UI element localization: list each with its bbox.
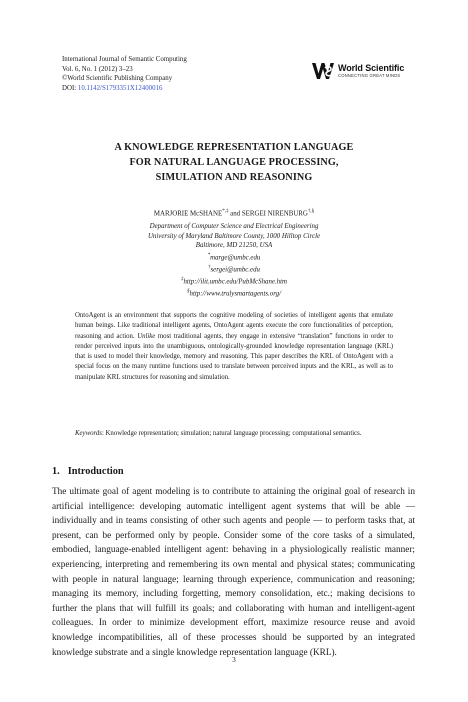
author-marks: *,‡ — [222, 209, 229, 214]
section-number: 1. — [52, 466, 60, 477]
title-line-3: SIMULATION AND REASONING — [155, 172, 313, 183]
body-paragraph: The ultimate goal of agent modeling is to contribute to attaining the original goal of research in artificial intelligence: developing automatic intelligent agent systems that will be able — individually and in teams consisting of other such agents and people — to perform tasks that, at present, can be performed only by people. Consider some of the core tasks of a simulated, embodied, language-enabled intelligent agent: behaving in a physiologically realistic manner; experiencing, interpreting and remembering its own mental and physical states; communicating with people in natural language; learning through experience, communication and reasoning; managing its memory, including forgetting, memory consolidation, etc.; making decisions to further the plans that will fulfill its goals; and collaborating with human and intelligent-agent colleagues. In order to minimize development effort, maximize resource reuse and avoid knowledge incompatibilities, all of these processes should be supported by an integrated knowledge substrate and a single knowledge representation language (KRL). — [52, 487, 415, 658]
url-link[interactable]: http://www.trulysmartagents.org/ — [189, 290, 281, 298]
publisher-name: World Scientific — [338, 63, 405, 73]
author-name: MARJORIE McSHANE — [153, 210, 223, 218]
keywords-paragraph — [75, 429, 393, 439]
author-email — [62, 263, 406, 275]
doi-link[interactable]: 10.1142/S1793351X12400016 — [77, 84, 163, 92]
journal-volume: Vol. 6, No. 1 (2012) 3–23 — [62, 65, 133, 73]
author-conjunction: and — [228, 210, 242, 218]
author-line — [62, 207, 406, 218]
footnote-mark: † — [207, 265, 211, 271]
world-scientific-logo-icon — [311, 60, 335, 82]
author-marks: †,§ — [307, 209, 315, 214]
abstract-text: OntoAgent is an environment that supports the cognitive modeling of societies of intelligent agents that emulate human beings. Like traditional intelligent agents, OntoAgent agents execute the core functionalities of perception, reasoning and action. — [75, 312, 393, 340]
email-link[interactable]: sergei@umbc.edu — [210, 266, 261, 274]
doi-label: DOI: — [62, 84, 78, 92]
affiliation-block — [62, 222, 406, 299]
url-link[interactable]: http://ilit.umbc.edu/PubMcShane.htm — [183, 278, 288, 286]
author-email — [62, 251, 406, 263]
section-title: Introduction — [67, 466, 124, 477]
journal-doi — [62, 84, 187, 94]
abstract-paragraph — [75, 311, 393, 383]
section-heading — [52, 466, 124, 477]
footnote-mark: § — [187, 289, 190, 295]
page-number: 3 — [232, 656, 236, 664]
abstract-emphasis: Unlike — [137, 332, 156, 340]
keywords-text: : Knowledge representation; simulation; natural language processing; computational semantics. — [101, 430, 362, 437]
abstract-text: most traditional agents, they engage in extensive “translation” functions in order to render perceived inputs into the unambiguous, ontologically-grounded knowledge representation language (KRL) that is used to model their knowledge, memory and reasoning. This paper describes the KRL of OntoAgent with a special focus on the many runtime functions used to translate between perceived inputs and the KRL, as well as to manipulate KRL structures for reasoning and simulation. — [75, 332, 393, 381]
publisher-logo — [311, 60, 415, 82]
author-url — [62, 287, 406, 299]
affiliation-university: University of Maryland Baltimore County, 1000 Hilltop Circle — [147, 232, 321, 240]
title-line-1: A KNOWLEDGE REPRESENTATION LANGUAGE — [114, 142, 354, 153]
journal-header — [62, 55, 187, 93]
journal-name: International Journal of Semantic Computing — [62, 56, 187, 63]
author-name: SERGEI NIRENBURG — [241, 210, 308, 218]
keywords-label: Keywords — [75, 430, 102, 437]
footnote-mark: * — [207, 253, 211, 259]
paper-title — [62, 140, 406, 185]
email-link[interactable]: marge@umbc.edu — [210, 254, 261, 262]
author-url — [62, 275, 406, 287]
affiliation-city: Baltimore, MD 21250, USA — [195, 242, 273, 250]
title-line-2: FOR NATURAL LANGUAGE PROCESSING, — [129, 157, 339, 168]
journal-copyright: ©World Scientific Publishing Company — [62, 75, 173, 83]
publisher-tagline: CONNECTING GREAT MINDS — [338, 73, 401, 78]
footnote-mark: ‡ — [180, 277, 184, 283]
affiliation-department: Department of Computer Science and Electrical Engineering — [149, 223, 319, 230]
